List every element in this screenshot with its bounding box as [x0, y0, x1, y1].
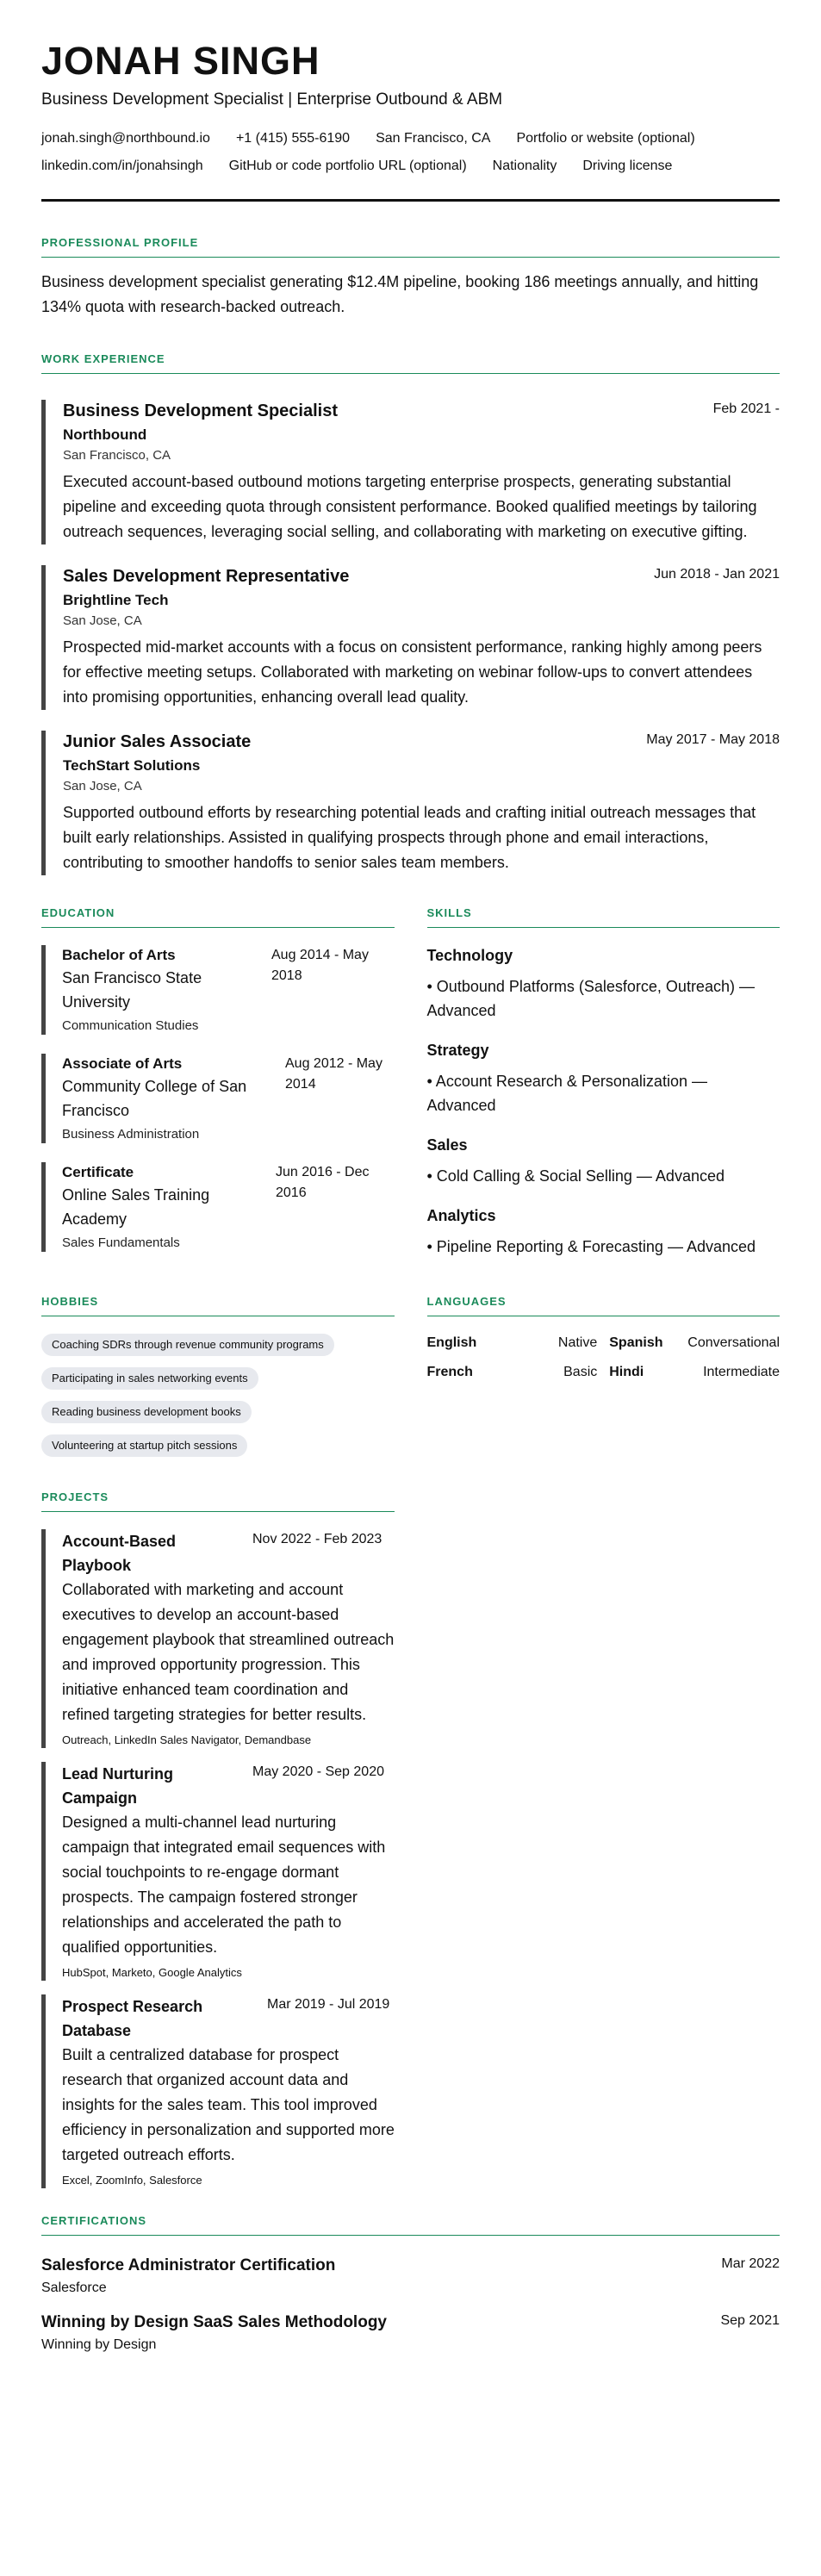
project-tools: Excel, ZoomInfo, Salesforce [62, 2174, 202, 2187]
resume-header [41, 40, 780, 202]
job-location: San Jose, CA [63, 779, 142, 793]
skill-item: • Outbound Platforms (Salesforce, Outreach) — Advanced [426, 978, 755, 1019]
language-name: Spanish [609, 1335, 663, 1350]
hobby-chip: Volunteering at startup pitch sessions [41, 1434, 247, 1457]
hobbies-languages-row [41, 1295, 780, 1468]
education-date: Aug 2012 - May 2014 [285, 1056, 383, 1092]
skill-category: Strategy [426, 1042, 489, 1059]
job-company: TechStart Solutions [63, 757, 201, 774]
project-tools: Outreach, LinkedIn Sales Navigator, Demandbase [62, 1733, 312, 1746]
header-divider [41, 199, 780, 202]
job-title: Business Development Specialist [63, 401, 339, 420]
experience-entry [41, 731, 780, 875]
education-degree: Certificate [62, 1164, 134, 1180]
job-location: San Jose, CA [63, 613, 142, 628]
project-date: Mar 2019 - Jul 2019 [267, 1997, 390, 2012]
education-field: Communication Studies [62, 1018, 199, 1033]
contact-github[interactable]: GitHub or code portfolio URL (optional) [228, 159, 467, 173]
section-heading-languages: LANGUAGES [427, 1295, 781, 1316]
job-description: Executed account-based outbound motions targeting enterprise prospects, generating substantial pipeline and exceeding quota through consistent performance. Booked qualified meetings by tailoring outreach sequences, leveraging social selling, and collaborating with marketing on executive gifting. [63, 473, 757, 540]
job-company: Northbound [63, 426, 147, 443]
certification-entry [41, 2255, 780, 2298]
skill-category: Technology [426, 947, 513, 964]
project-date: Nov 2022 - Feb 2023 [252, 1532, 383, 1546]
candidate-name: JONAH SINGH [41, 39, 320, 83]
job-description: Prospected mid-market accounts with a focus on consistent performance, ranking highly among peers for effective meeting setups. Collaborated with marketing on webinar follow-ups to convert attendees into promising opportunities, enhancing overall lead quality. [63, 638, 762, 706]
job-date: May 2017 - May 2018 [646, 732, 780, 747]
language-row [427, 1335, 598, 1351]
education-date: Jun 2016 - Dec 2016 [276, 1165, 370, 1200]
contact-portfolio[interactable]: Portfolio or website (optional) [516, 131, 695, 146]
language-list [427, 1335, 781, 1380]
education-entry [41, 1054, 395, 1143]
skill-item: • Pipeline Reporting & Forecasting — Advanced [426, 1238, 756, 1255]
experience-entry [41, 400, 780, 544]
section-heading-skills: SKILLS [427, 906, 781, 928]
project-tools: HubSpot, Marketo, Google Analytics [62, 1966, 242, 1979]
job-location: San Francisco, CA [63, 448, 171, 463]
education-entry [41, 945, 395, 1035]
language-level: Native [557, 1335, 598, 1350]
certification-issuer: Winning by Design [41, 2337, 157, 2352]
project-date: May 2020 - Sep 2020 [252, 1764, 384, 1779]
profile-summary: Business development specialist generating $12.4M pipeline, booking 186 meetings annually, and hitting 134% quota with research-backed outreach. [41, 273, 759, 315]
contact-location: San Francisco, CA [376, 131, 491, 146]
job-date: Jun 2018 - Jan 2021 [654, 567, 780, 582]
language-row [609, 1365, 780, 1380]
education-degree: Associate of Arts [62, 1055, 183, 1072]
skill-category: Analytics [426, 1207, 496, 1224]
section-heading-certifications: CERTIFICATIONS [41, 2214, 780, 2236]
certification-date: Sep 2021 [720, 2313, 780, 2328]
section-heading-experience: WORK EXPERIENCE [41, 352, 780, 374]
education-field: Business Administration [62, 1127, 200, 1142]
skill-item: • Cold Calling & Social Selling — Advanced [426, 1167, 725, 1185]
project-description: Collaborated with marketing and account executives to develop an account-based engagement playbook that streamlined outreach and improved opportunity progression. This initiative enhanced team coordination and refined targeting strategies for better results. [62, 1581, 395, 1723]
certification-entry [41, 2312, 780, 2355]
education-entry [41, 1162, 395, 1252]
section-heading-education: EDUCATION [41, 906, 395, 928]
language-level: Basic [563, 1365, 598, 1379]
certification-date: Mar 2022 [721, 2256, 780, 2271]
contact-info [41, 129, 817, 175]
contact-linkedin[interactable]: linkedin.com/in/jonahsingh [41, 159, 203, 173]
project-description: Built a centralized database for prospect research that organized account data and insights for the sales team. This tool improved efficiency in personalization and supported more targeted outreach efforts. [62, 2046, 395, 2163]
languages-column [427, 1295, 781, 1468]
project-entry [41, 1762, 395, 1981]
job-date: Feb 2021 - [712, 401, 780, 416]
contact-phone[interactable]: +1 (415) 555-6190 [235, 131, 351, 146]
section-heading-hobbies: HOBBIES [41, 1295, 395, 1316]
project-name: Prospect Research Database [62, 1998, 203, 2039]
hobbies-column [41, 1295, 395, 1468]
contact-nationality: Nationality [492, 159, 557, 173]
education-date: Aug 2014 - May 2018 [271, 948, 369, 983]
education-field: Sales Fundamentals [62, 1235, 180, 1250]
contact-driving-license: Driving license [582, 159, 673, 173]
experience-entry [41, 565, 780, 710]
language-level: Conversational [687, 1335, 780, 1350]
section-heading-profile: PROFESSIONAL PROFILE [41, 236, 780, 258]
hobby-chip: Reading business development books [41, 1401, 252, 1423]
language-row [427, 1365, 598, 1380]
education-degree: Bachelor of Arts [62, 947, 176, 963]
project-name: Lead Nurturing Campaign [62, 1765, 173, 1807]
certification-issuer: Salesforce [41, 2280, 107, 2295]
education-school: Community College of San Francisco [62, 1078, 247, 1119]
certification-name: Salesforce Administrator Certification [41, 2256, 336, 2274]
candidate-headline: Business Development Specialist | Enterprise Outbound & ABM [41, 90, 503, 109]
job-description: Supported outbound efforts by researching potential leads and crafting initial outreach messages that built early relationships. Assisted in qualifying prospects through phone and email interactions, contributing to smoother handoffs to senior sales team members. [63, 804, 756, 871]
hobby-chip: Coaching SDRs through revenue community programs [41, 1334, 334, 1356]
language-name: English [426, 1335, 477, 1350]
education-school: Online Sales Training Academy [62, 1186, 210, 1228]
skill-item: • Account Research & Personalization — Advanced [426, 1073, 707, 1114]
projects-column [41, 1490, 395, 2188]
hobby-chip: Participating in sales networking events [41, 1367, 258, 1390]
education-column [41, 906, 395, 1259]
section-heading-projects: PROJECTS [41, 1490, 395, 1512]
education-school: San Francisco State University [62, 969, 202, 1011]
project-name: Account-Based Playbook [62, 1533, 177, 1574]
language-name: French [426, 1365, 473, 1379]
job-title: Sales Development Representative [63, 567, 350, 586]
project-description: Designed a multi-channel lead nurturing campaign that integrated email sequences with social touchpoints to re-engage dormant prospects. The campaign fostered stronger relationships and accelerated the path to qualified opportunities. [62, 1814, 386, 1956]
language-row [609, 1335, 780, 1351]
project-entry [41, 1994, 395, 2188]
projects-row [41, 1490, 780, 2188]
skills-column [427, 906, 781, 1259]
job-company: Brightline Tech [63, 592, 169, 608]
education-skills-row [41, 906, 780, 1259]
job-title: Junior Sales Associate [63, 732, 252, 751]
language-name: Hindi [609, 1365, 644, 1379]
skill-category: Sales [426, 1136, 468, 1154]
language-level: Intermediate [703, 1365, 780, 1379]
hobby-list [41, 1334, 395, 1468]
project-entry [41, 1529, 395, 1748]
contact-email[interactable]: jonah.singh@northbound.io [41, 131, 210, 146]
certification-name: Winning by Design SaaS Sales Methodology [41, 2313, 387, 2331]
